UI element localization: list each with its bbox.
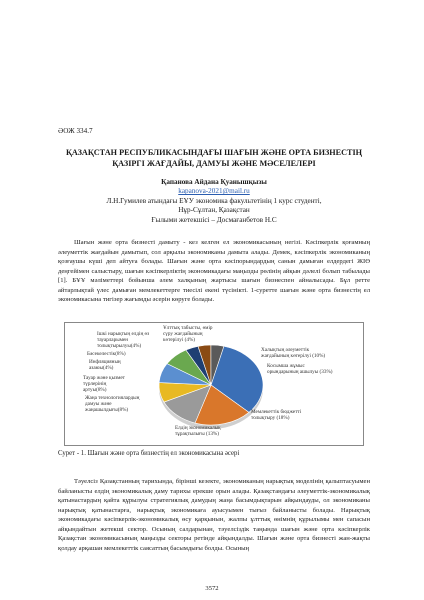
pie-slice-label: Ішкі нарықтың елдің өз тауарларымен толықтырылуы(4%) [97, 331, 150, 349]
pie-slice-label: Тауар және қызмет түрлерінің артуы(8%) [83, 375, 125, 393]
author-block [58, 178, 370, 225]
pie-slice-label: Бәсекелестік(8%) [87, 351, 126, 357]
udc-code: ӘОЖ 334.7 [58, 127, 93, 135]
pie-slice-label: Елдің экономикалық тұрақтылығы (13%) [175, 425, 221, 437]
author-name: Қапанова Айдана Қуанышқызы [161, 178, 267, 186]
supervisor: Ғылыми жетекшісі – Досмағанбетов Н.С [151, 215, 277, 224]
pie-extra-label: Халықтың әлеуметтік жағдайының көтерілуі (10%) [261, 347, 326, 359]
paper-title [58, 148, 370, 169]
pie-slice-label: Инфляцияның азаюы(4%) [89, 359, 121, 371]
pie-slice-label: Мемлекеттік бюджетті толықтыру (18%) [251, 409, 302, 421]
title-line-1: ҚАЗАҚСТАН РЕСПУБЛИКАСЫНДАҒЫ ШАҒЫН ЖӘНЕ ОРТА БИЗНЕСТІҢ [65, 148, 363, 157]
pie-slice-label: Косымша жұмыс орындарының ашылуы (33%) [267, 363, 333, 375]
author-email-link[interactable]: kapanova-2021@mail.ru [178, 187, 250, 196]
pie-chart [65, 323, 363, 445]
author-city: Нұр-Сұлтан, Қазақстан [178, 206, 250, 215]
figure-caption: Сурет - 1. Шағын және орта бизнестің ел экономикасына әсері [58, 450, 240, 457]
title-line-2: ҚАЗІРГІ ЖАҒДАЙЫ, ДАМУЫ ЖӘНЕ МӘСЕЛЕЛЕРІ [112, 158, 316, 168]
pie-slice-label: Ұлттық табысты, өмір сүру жағдайының көтерілуі (4%) [163, 325, 213, 343]
page-number: 3572 [205, 585, 219, 592]
paragraph-history: Тәуелсіз Қазақстанның тарихында, бірінші кезекте, экономиканың нарықтық моделінің қалыптасуымен байланысты елдің экономикалық даму тарихы ерекше орын алады. Қазақстандағы әлеуметтік-экономикалық қатынастардың қайта құрылуы стратегиялық дамудың жаңа басымдықтарын айқындауды, ол экономиканы нарықтық қатынастарға, нарықтық экономикаға ауысуымен тығыз байланысты болады. Нарықтық экономикадағы кәсіпкерлік-экономикалық өсу қарқынын, жалпы ұлттық өнімнің құрылымы мен сапасын айқындайтын жетекші сектор. Осының салдарынан, тәуелсіздік таңында шағын және орта кәсіпкерлік Қазақстан экономикасының маңызды секторы ретінде айқындалды. Шағын және орта бизнесті жан-жақты қолдау арқашан мемлекеттік саясаттың басымдығы болды. Осының [58, 478, 370, 552]
pie-slice-label: Жаңа технологиялардың дамуы және жаңашылдығы(8%) [85, 395, 140, 413]
pie-chart-frame [64, 322, 364, 446]
author-affiliation: Л.Н.Гумилев атындағы ЕҰУ экономика факультетінің 1 курс студенті, [106, 196, 322, 205]
paragraph-intro: Шағын және орта бизнесті дамыту - кез келген ел экономикасының негізі. Кәсіпкерлік қоғамның әлеуметтік жағдайын дамытып, сол арқылы экономиканы дамыта алады. Демек, кәсіпкерлік экономиканың қозғаушы күші деп айтуға болады. Шағын және орта кәсіпорындардың санын дамыған елдердегі ЖІӨ деңгейімен салыстыру, шағын кәсіпкерліктің экономикадағы маңызды рөлінің айқын дәлелі болып табылады [1]. БҰҰ мәліметтері бойынша әлем халқының жартысы шағын бизнеспен айналысады. Бұл ретте айтарлықтай үлес дамыған мемлекеттерге тиесілі екені түсінікті. 1-суретте шағын және орта бизнестің ел экономикасына тигізер жағымды әсерін көруге болады. [58, 239, 370, 303]
